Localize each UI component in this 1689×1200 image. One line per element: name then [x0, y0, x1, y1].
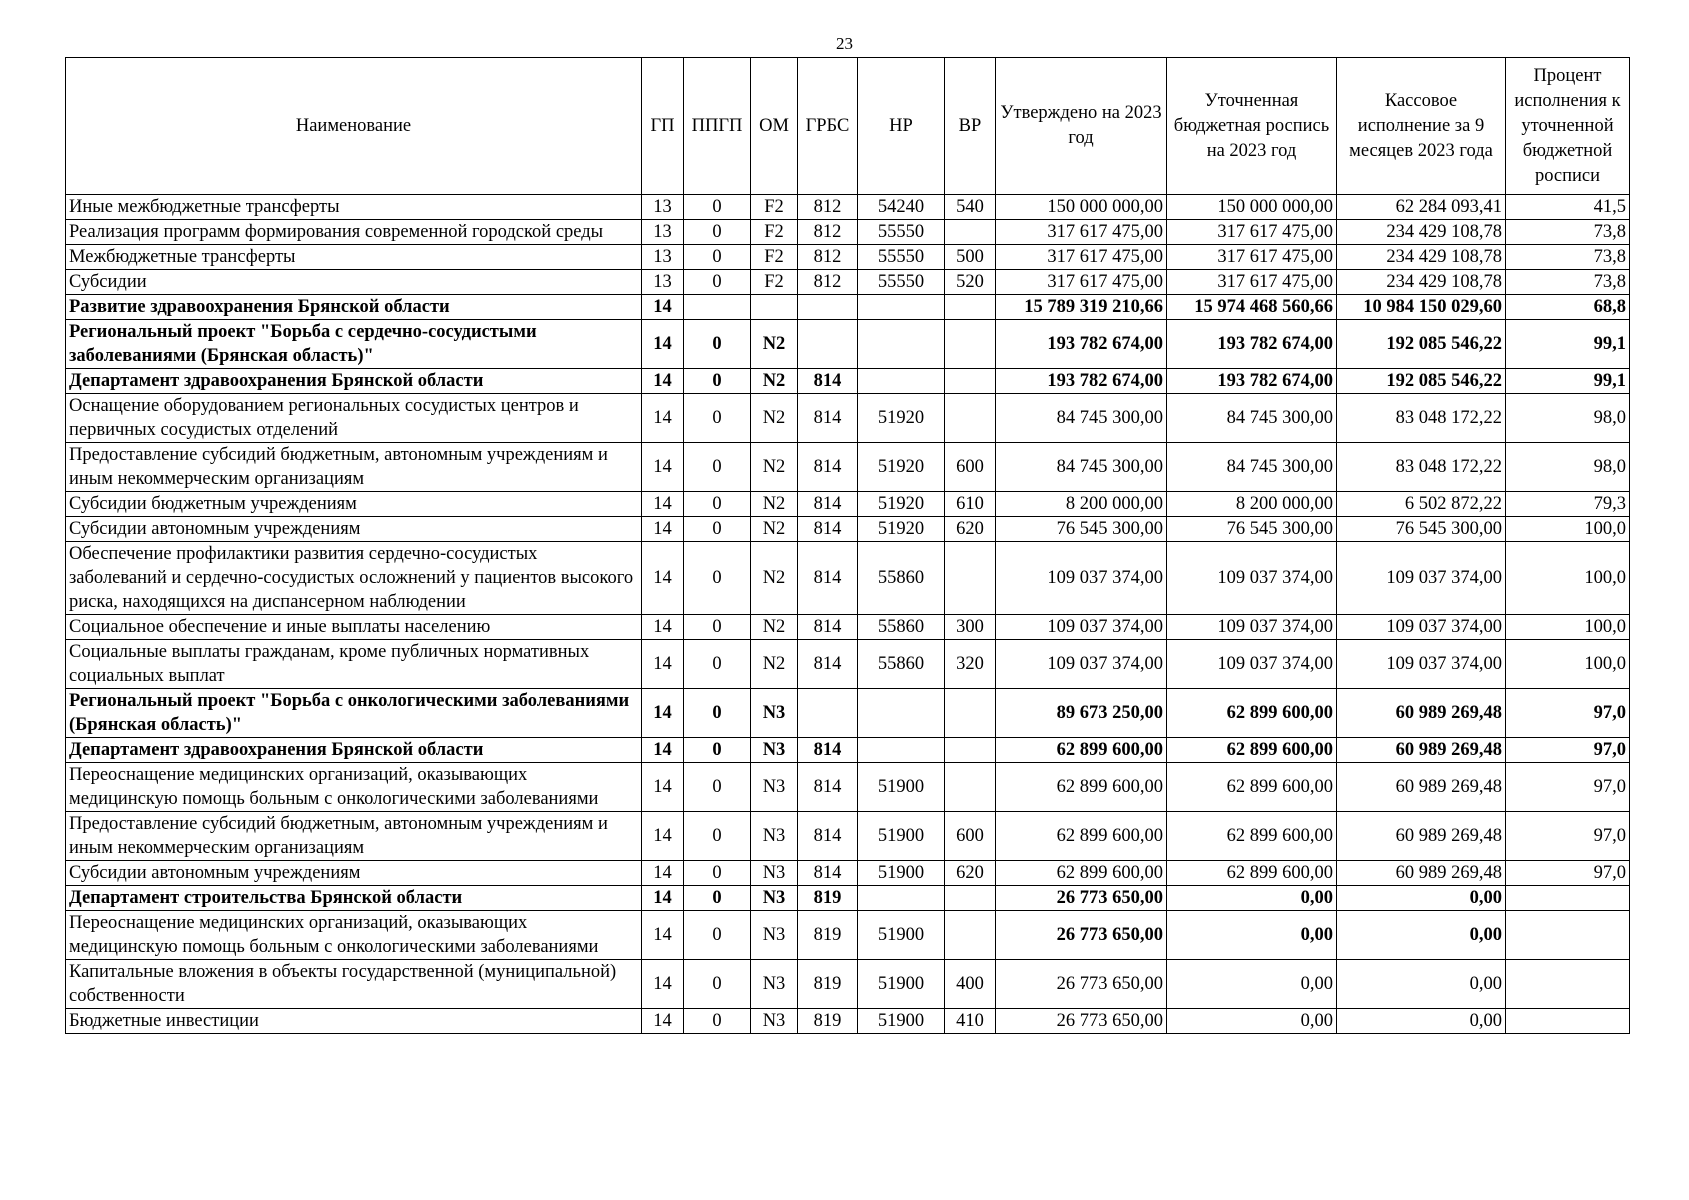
- cell-ppgp: 0: [684, 763, 751, 812]
- cell-refined: 62 899 600,00: [1167, 763, 1337, 812]
- cell-cash: 83 048 172,22: [1337, 443, 1506, 492]
- cell-nr: 55550: [858, 220, 945, 245]
- cell-ppgp: 0: [684, 369, 751, 394]
- cell-cash: 109 037 374,00: [1337, 640, 1506, 689]
- cell-percent: 100,0: [1506, 615, 1630, 640]
- cell-name: Субсидии бюджетным учреждениям: [66, 492, 642, 517]
- cell-ppgp: 0: [684, 443, 751, 492]
- cell-refined: 84 745 300,00: [1167, 394, 1337, 443]
- cell-name: Субсидии автономным учреждениям: [66, 517, 642, 542]
- cell-name: Региональный проект "Борьба с онкологическими заболеваниями (Брянская область)": [66, 689, 642, 738]
- cell-grbs: 814: [798, 861, 858, 886]
- cell-cash: 76 545 300,00: [1337, 517, 1506, 542]
- cell-approved: 62 899 600,00: [996, 763, 1167, 812]
- cell-om: F2: [751, 245, 798, 270]
- cell-vr: 620: [945, 517, 996, 542]
- cell-ppgp: 0: [684, 517, 751, 542]
- cell-om: N3: [751, 812, 798, 861]
- cell-gp: 14: [642, 443, 684, 492]
- cell-nr: 51900: [858, 861, 945, 886]
- table-row: [66, 195, 1630, 220]
- header-ppgp: ППГП: [684, 58, 751, 195]
- cell-grbs: 812: [798, 220, 858, 245]
- cell-refined: 109 037 374,00: [1167, 542, 1337, 615]
- cell-ppgp: 0: [684, 738, 751, 763]
- cell-percent: 73,8: [1506, 245, 1630, 270]
- cell-percent: 73,8: [1506, 220, 1630, 245]
- cell-ppgp: 0: [684, 492, 751, 517]
- cell-name: Оснащение оборудованием региональных сосудистых центров и первичных сосудистых отделений: [66, 394, 642, 443]
- cell-ppgp: 0: [684, 911, 751, 960]
- cell-grbs: 812: [798, 270, 858, 295]
- cell-nr: [858, 320, 945, 369]
- cell-grbs: 814: [798, 369, 858, 394]
- cell-cash: 234 429 108,78: [1337, 245, 1506, 270]
- cell-cash: 192 085 546,22: [1337, 320, 1506, 369]
- cell-cash: 234 429 108,78: [1337, 270, 1506, 295]
- cell-refined: 15 974 468 560,66: [1167, 295, 1337, 320]
- cell-refined: 150 000 000,00: [1167, 195, 1337, 220]
- cell-ppgp: 0: [684, 542, 751, 615]
- cell-vr: [945, 295, 996, 320]
- cell-name: Реализация программ формирования современной городской среды: [66, 220, 642, 245]
- cell-grbs: 814: [798, 738, 858, 763]
- cell-vr: 400: [945, 960, 996, 1009]
- cell-approved: 89 673 250,00: [996, 689, 1167, 738]
- cell-om: N2: [751, 640, 798, 689]
- cell-percent: 97,0: [1506, 861, 1630, 886]
- cell-percent: 99,1: [1506, 320, 1630, 369]
- cell-refined: 0,00: [1167, 1009, 1337, 1034]
- table-row: [66, 517, 1630, 542]
- cell-refined: 84 745 300,00: [1167, 443, 1337, 492]
- header-refined: Уточненная бюджетная роспись на 2023 год: [1167, 58, 1337, 195]
- table-row: [66, 812, 1630, 861]
- cell-om: N3: [751, 886, 798, 911]
- cell-cash: 62 284 093,41: [1337, 195, 1506, 220]
- cell-name: Капитальные вложения в объекты государственной (муниципальной) собственности: [66, 960, 642, 1009]
- cell-vr: 540: [945, 195, 996, 220]
- table-row: [66, 320, 1630, 369]
- cell-percent: 97,0: [1506, 689, 1630, 738]
- table-row: [66, 911, 1630, 960]
- cell-refined: 193 782 674,00: [1167, 320, 1337, 369]
- cell-approved: 15 789 319 210,66: [996, 295, 1167, 320]
- cell-gp: 14: [642, 763, 684, 812]
- cell-vr: 610: [945, 492, 996, 517]
- cell-grbs: [798, 320, 858, 369]
- cell-refined: 109 037 374,00: [1167, 615, 1337, 640]
- cell-percent: [1506, 1009, 1630, 1034]
- cell-om: N3: [751, 738, 798, 763]
- cell-vr: 600: [945, 443, 996, 492]
- cell-refined: 62 899 600,00: [1167, 689, 1337, 738]
- cell-cash: 10 984 150 029,60: [1337, 295, 1506, 320]
- cell-om: N2: [751, 369, 798, 394]
- cell-cash: 60 989 269,48: [1337, 812, 1506, 861]
- cell-grbs: 812: [798, 245, 858, 270]
- cell-approved: 317 617 475,00: [996, 245, 1167, 270]
- cell-percent: 73,8: [1506, 270, 1630, 295]
- table-row: [66, 369, 1630, 394]
- table-row: [66, 295, 1630, 320]
- cell-refined: 317 617 475,00: [1167, 220, 1337, 245]
- cell-vr: 600: [945, 812, 996, 861]
- header-grbs: ГРБС: [798, 58, 858, 195]
- cell-grbs: 819: [798, 911, 858, 960]
- cell-om: N3: [751, 1009, 798, 1034]
- cell-grbs: 814: [798, 443, 858, 492]
- cell-vr: [945, 369, 996, 394]
- cell-approved: 62 899 600,00: [996, 861, 1167, 886]
- cell-name: Предоставление субсидий бюджетным, автономным учреждениям и иным некоммерческим организациям: [66, 812, 642, 861]
- header-cash: Кассовое исполнение за 9 месяцев 2023 года: [1337, 58, 1506, 195]
- table-row: [66, 640, 1630, 689]
- cell-approved: 109 037 374,00: [996, 542, 1167, 615]
- cell-gp: 13: [642, 195, 684, 220]
- table-row: [66, 960, 1630, 1009]
- cell-om: N3: [751, 911, 798, 960]
- cell-approved: 84 745 300,00: [996, 394, 1167, 443]
- cell-om: F2: [751, 195, 798, 220]
- cell-vr: 500: [945, 245, 996, 270]
- cell-ppgp: 0: [684, 886, 751, 911]
- cell-nr: 51920: [858, 394, 945, 443]
- cell-approved: 62 899 600,00: [996, 812, 1167, 861]
- cell-percent: 41,5: [1506, 195, 1630, 220]
- cell-nr: [858, 689, 945, 738]
- cell-grbs: 814: [798, 812, 858, 861]
- cell-cash: 0,00: [1337, 1009, 1506, 1034]
- cell-gp: 14: [642, 517, 684, 542]
- cell-refined: 0,00: [1167, 960, 1337, 1009]
- cell-gp: 14: [642, 542, 684, 615]
- cell-vr: [945, 763, 996, 812]
- cell-approved: 317 617 475,00: [996, 270, 1167, 295]
- cell-grbs: 819: [798, 960, 858, 1009]
- cell-ppgp: 0: [684, 1009, 751, 1034]
- cell-ppgp: [684, 295, 751, 320]
- table-header-row: [66, 58, 1630, 195]
- header-vr: ВР: [945, 58, 996, 195]
- cell-approved: 317 617 475,00: [996, 220, 1167, 245]
- cell-om: F2: [751, 220, 798, 245]
- cell-gp: 14: [642, 738, 684, 763]
- cell-name: Переоснащение медицинских организаций, оказывающих медицинскую помощь больным с онкологическими заболеваниями: [66, 763, 642, 812]
- cell-gp: 14: [642, 1009, 684, 1034]
- cell-name: Субсидии автономным учреждениям: [66, 861, 642, 886]
- table-row: [66, 492, 1630, 517]
- cell-approved: 8 200 000,00: [996, 492, 1167, 517]
- cell-gp: 14: [642, 295, 684, 320]
- cell-om: N3: [751, 689, 798, 738]
- cell-ppgp: 0: [684, 861, 751, 886]
- cell-approved: 193 782 674,00: [996, 369, 1167, 394]
- table-row: [66, 443, 1630, 492]
- cell-grbs: 814: [798, 517, 858, 542]
- cell-ppgp: 0: [684, 270, 751, 295]
- cell-name: Переоснащение медицинских организаций, оказывающих медицинскую помощь больным с онкологическими заболеваниями: [66, 911, 642, 960]
- cell-name: Региональный проект "Борьба с сердечно-сосудистыми заболеваниями (Брянская область)": [66, 320, 642, 369]
- cell-approved: 26 773 650,00: [996, 911, 1167, 960]
- cell-percent: 98,0: [1506, 394, 1630, 443]
- cell-nr: [858, 886, 945, 911]
- header-name: Наименование: [66, 58, 642, 195]
- header-percent: Процент исполнения к уточненной бюджетной росписи: [1506, 58, 1630, 195]
- cell-approved: 26 773 650,00: [996, 886, 1167, 911]
- table-row: [66, 394, 1630, 443]
- cell-vr: [945, 394, 996, 443]
- cell-nr: 55860: [858, 542, 945, 615]
- cell-nr: [858, 369, 945, 394]
- table-row: [66, 542, 1630, 615]
- cell-gp: 14: [642, 886, 684, 911]
- cell-gp: 14: [642, 861, 684, 886]
- cell-nr: 51900: [858, 763, 945, 812]
- cell-nr: 51900: [858, 812, 945, 861]
- cell-gp: 14: [642, 492, 684, 517]
- cell-cash: 6 502 872,22: [1337, 492, 1506, 517]
- cell-om: N3: [751, 960, 798, 1009]
- cell-vr: [945, 886, 996, 911]
- cell-nr: 51920: [858, 492, 945, 517]
- cell-cash: 0,00: [1337, 886, 1506, 911]
- cell-grbs: [798, 689, 858, 738]
- cell-name: Субсидии: [66, 270, 642, 295]
- cell-name: Департамент строительства Брянской области: [66, 886, 642, 911]
- budget-table: [65, 57, 1630, 1034]
- cell-percent: 100,0: [1506, 542, 1630, 615]
- cell-approved: 76 545 300,00: [996, 517, 1167, 542]
- cell-nr: 51900: [858, 960, 945, 1009]
- cell-grbs: 814: [798, 542, 858, 615]
- cell-cash: 234 429 108,78: [1337, 220, 1506, 245]
- page-number: 23: [836, 34, 853, 53]
- cell-nr: 54240: [858, 195, 945, 220]
- cell-om: N3: [751, 861, 798, 886]
- cell-nr: 51920: [858, 517, 945, 542]
- cell-percent: 97,0: [1506, 763, 1630, 812]
- table-body: [66, 195, 1630, 1034]
- cell-vr: [945, 738, 996, 763]
- cell-gp: 14: [642, 960, 684, 1009]
- cell-nr: [858, 738, 945, 763]
- cell-grbs: 814: [798, 394, 858, 443]
- cell-cash: 109 037 374,00: [1337, 615, 1506, 640]
- cell-percent: 97,0: [1506, 812, 1630, 861]
- cell-percent: 97,0: [1506, 738, 1630, 763]
- cell-percent: 79,3: [1506, 492, 1630, 517]
- cell-percent: [1506, 911, 1630, 960]
- cell-cash: 60 989 269,48: [1337, 689, 1506, 738]
- cell-name: Развитие здравоохранения Брянской области: [66, 295, 642, 320]
- cell-grbs: 814: [798, 763, 858, 812]
- table-row: [66, 220, 1630, 245]
- header-nr: НР: [858, 58, 945, 195]
- cell-ppgp: 0: [684, 640, 751, 689]
- cell-grbs: 819: [798, 886, 858, 911]
- header-gp: ГП: [642, 58, 684, 195]
- cell-grbs: 819: [798, 1009, 858, 1034]
- cell-refined: 62 899 600,00: [1167, 861, 1337, 886]
- cell-gp: 14: [642, 394, 684, 443]
- cell-om: N2: [751, 517, 798, 542]
- cell-gp: 14: [642, 369, 684, 394]
- cell-nr: 55550: [858, 245, 945, 270]
- cell-om: N3: [751, 763, 798, 812]
- cell-refined: 317 617 475,00: [1167, 245, 1337, 270]
- cell-name: Межбюджетные трансферты: [66, 245, 642, 270]
- cell-gp: 13: [642, 270, 684, 295]
- cell-percent: 100,0: [1506, 640, 1630, 689]
- cell-grbs: 814: [798, 640, 858, 689]
- cell-gp: 13: [642, 245, 684, 270]
- cell-approved: 62 899 600,00: [996, 738, 1167, 763]
- cell-approved: 109 037 374,00: [996, 640, 1167, 689]
- table-row: [66, 270, 1630, 295]
- cell-refined: 62 899 600,00: [1167, 812, 1337, 861]
- cell-grbs: 814: [798, 615, 858, 640]
- cell-vr: [945, 911, 996, 960]
- cell-vr: 300: [945, 615, 996, 640]
- cell-cash: 109 037 374,00: [1337, 542, 1506, 615]
- cell-approved: 84 745 300,00: [996, 443, 1167, 492]
- cell-percent: 100,0: [1506, 517, 1630, 542]
- cell-percent: [1506, 960, 1630, 1009]
- cell-approved: 150 000 000,00: [996, 195, 1167, 220]
- cell-name: Предоставление субсидий бюджетным, автономным учреждениям и иным некоммерческим организациям: [66, 443, 642, 492]
- cell-vr: [945, 542, 996, 615]
- cell-vr: 620: [945, 861, 996, 886]
- cell-nr: [858, 295, 945, 320]
- cell-gp: 14: [642, 812, 684, 861]
- cell-name: Департамент здравоохранения Брянской области: [66, 738, 642, 763]
- table-row: [66, 861, 1630, 886]
- cell-nr: 55860: [858, 640, 945, 689]
- cell-refined: 8 200 000,00: [1167, 492, 1337, 517]
- table-row: [66, 738, 1630, 763]
- cell-gp: 14: [642, 615, 684, 640]
- cell-cash: 60 989 269,48: [1337, 738, 1506, 763]
- cell-cash: 83 048 172,22: [1337, 394, 1506, 443]
- cell-refined: 193 782 674,00: [1167, 369, 1337, 394]
- cell-om: N2: [751, 492, 798, 517]
- cell-refined: 317 617 475,00: [1167, 270, 1337, 295]
- cell-ppgp: 0: [684, 615, 751, 640]
- header-approved: Утверждено на 2023 год: [996, 58, 1167, 195]
- cell-om: N2: [751, 394, 798, 443]
- cell-refined: 62 899 600,00: [1167, 738, 1337, 763]
- cell-vr: 410: [945, 1009, 996, 1034]
- cell-gp: 14: [642, 320, 684, 369]
- header-om: ОМ: [751, 58, 798, 195]
- cell-om: N2: [751, 542, 798, 615]
- cell-ppgp: 0: [684, 960, 751, 1009]
- cell-nr: 55860: [858, 615, 945, 640]
- cell-om: N2: [751, 615, 798, 640]
- cell-nr: 51900: [858, 1009, 945, 1034]
- cell-refined: 0,00: [1167, 911, 1337, 960]
- cell-nr: 51920: [858, 443, 945, 492]
- table-row: [66, 245, 1630, 270]
- cell-om: [751, 295, 798, 320]
- cell-om: F2: [751, 270, 798, 295]
- cell-cash: 60 989 269,48: [1337, 861, 1506, 886]
- cell-nr: 51900: [858, 911, 945, 960]
- cell-percent: 98,0: [1506, 443, 1630, 492]
- cell-vr: [945, 320, 996, 369]
- cell-om: N2: [751, 320, 798, 369]
- cell-refined: 76 545 300,00: [1167, 517, 1337, 542]
- cell-approved: 193 782 674,00: [996, 320, 1167, 369]
- cell-ppgp: 0: [684, 812, 751, 861]
- cell-cash: 0,00: [1337, 911, 1506, 960]
- cell-gp: 13: [642, 220, 684, 245]
- cell-vr: [945, 220, 996, 245]
- table-row: [66, 615, 1630, 640]
- cell-percent: 68,8: [1506, 295, 1630, 320]
- cell-name: Социальные выплаты гражданам, кроме публичных нормативных социальных выплат: [66, 640, 642, 689]
- cell-nr: 55550: [858, 270, 945, 295]
- table-row: [66, 1009, 1630, 1034]
- cell-ppgp: 0: [684, 220, 751, 245]
- cell-gp: 14: [642, 911, 684, 960]
- cell-ppgp: 0: [684, 320, 751, 369]
- cell-ppgp: 0: [684, 394, 751, 443]
- cell-grbs: 812: [798, 195, 858, 220]
- cell-vr: 320: [945, 640, 996, 689]
- cell-ppgp: 0: [684, 245, 751, 270]
- table-row: [66, 689, 1630, 738]
- table-row: [66, 763, 1630, 812]
- cell-grbs: [798, 295, 858, 320]
- cell-grbs: 814: [798, 492, 858, 517]
- cell-gp: 14: [642, 689, 684, 738]
- cell-refined: 109 037 374,00: [1167, 640, 1337, 689]
- cell-ppgp: 0: [684, 195, 751, 220]
- cell-approved: 26 773 650,00: [996, 960, 1167, 1009]
- cell-percent: [1506, 886, 1630, 911]
- cell-ppgp: 0: [684, 689, 751, 738]
- cell-approved: 26 773 650,00: [996, 1009, 1167, 1034]
- cell-vr: [945, 689, 996, 738]
- cell-cash: 192 085 546,22: [1337, 369, 1506, 394]
- cell-gp: 14: [642, 640, 684, 689]
- cell-cash: 0,00: [1337, 960, 1506, 1009]
- cell-vr: 520: [945, 270, 996, 295]
- cell-name: Обеспечение профилактики развития сердечно-сосудистых заболеваний и сердечно-сосудистых осложнений у пациентов высокого риска, находящихся на диспансерном наблюдении: [66, 542, 642, 615]
- cell-name: Иные межбюджетные трансферты: [66, 195, 642, 220]
- cell-percent: 99,1: [1506, 369, 1630, 394]
- cell-name: Бюджетные инвестиции: [66, 1009, 642, 1034]
- cell-cash: 60 989 269,48: [1337, 763, 1506, 812]
- cell-name: Департамент здравоохранения Брянской области: [66, 369, 642, 394]
- cell-refined: 0,00: [1167, 886, 1337, 911]
- cell-approved: 109 037 374,00: [996, 615, 1167, 640]
- cell-name: Социальное обеспечение и иные выплаты населению: [66, 615, 642, 640]
- cell-om: N2: [751, 443, 798, 492]
- table-row: [66, 886, 1630, 911]
